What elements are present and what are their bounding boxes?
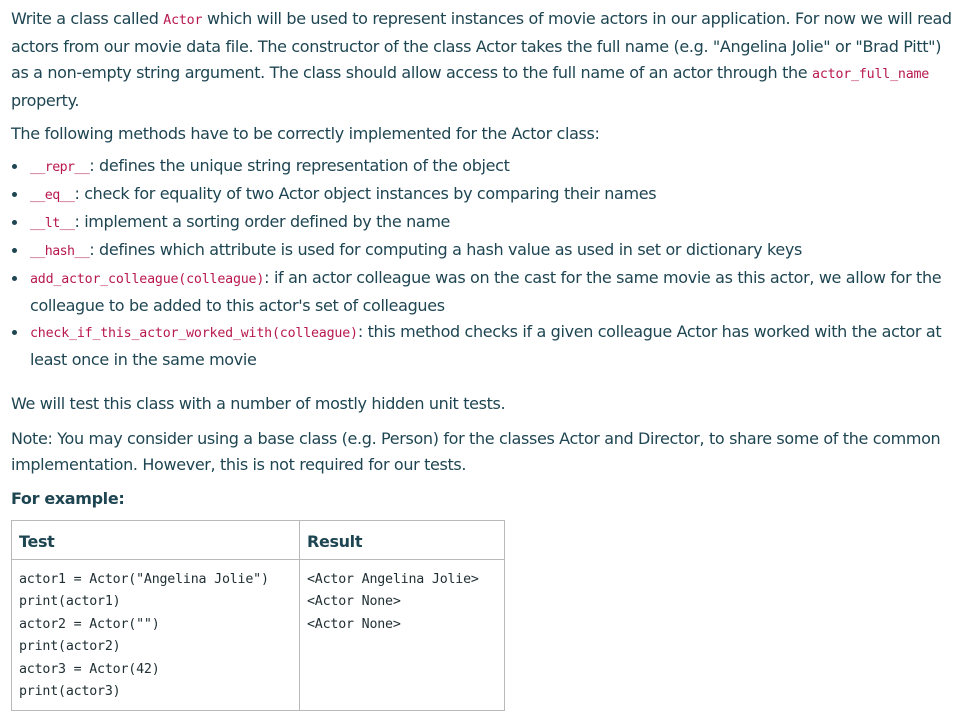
methods-intro: The following methods have to be correctly implemented for the Actor class:: [11, 124, 600, 143]
method-desc: : defines which attribute is used for computing a hash value as used in set or dictionary keys: [89, 240, 802, 259]
header-test: Test: [12, 521, 300, 560]
method-item-check-worked-with: [11, 319, 963, 373]
method-desc: : if an actor colleague was on the cast for the same movie as this actor, we allow for the colleague to be added to this actor's set of colleagues: [30, 268, 942, 315]
methods-list: [11, 153, 963, 373]
method-desc: : implement a sorting order defined by the name: [74, 212, 451, 231]
method-item-lt: [11, 209, 963, 237]
property-name-code: actor_full_name: [812, 67, 930, 82]
method-desc: : check for equality of two Actor object instances by comparing their names: [74, 184, 657, 203]
method-item-eq: [11, 181, 963, 209]
intro-text-2: which will be used to represent instances of movie actors in our application. For now we will read actors from our movie data file. The constructor of the class Actor takes the full name (e.g. "Angelina Jolie" or "Brad Pitt") as a non-empty string argument. The class should allow access to the full name of an actor through the: [11, 9, 952, 82]
intro-paragraph: [11, 6, 963, 114]
test-note: We will test this class with a number of mostly hidden unit tests.: [11, 394, 506, 413]
examples-table: [11, 520, 505, 711]
test-cell: [12, 560, 300, 711]
example-label: For example:: [11, 489, 125, 508]
intro-text-1: Write a class called: [11, 9, 164, 28]
result-output: <Actor Angelina Jolie> <Actor None> <Actor None>: [307, 572, 479, 632]
method-name: __lt__: [30, 216, 75, 231]
class-name-code: Actor: [163, 13, 203, 28]
table-header-row: [12, 521, 505, 560]
method-name: add_actor_colleague(colleague): [30, 272, 265, 287]
result-cell: [300, 560, 505, 711]
method-name: __eq__: [30, 188, 75, 203]
intro-text-3: property.: [11, 91, 80, 110]
method-desc: : this method checks if a given colleague Actor has worked with the actor at least once in the same movie: [30, 322, 942, 369]
table-row: [12, 560, 505, 711]
method-item-hash: [11, 237, 963, 265]
question-content: [11, 6, 963, 711]
method-name: __repr__: [30, 160, 90, 175]
method-name: check_if_this_actor_worked_with(colleague): [30, 326, 358, 341]
method-item-repr: [11, 153, 963, 181]
method-desc: : defines the unique string representation of the object: [89, 156, 510, 175]
test-code: actor1 = Actor("Angelina Jolie") print(actor1) actor2 = Actor("") print(actor2) actor3 = Actor(42) print(actor3): [19, 572, 269, 700]
method-item-add-colleague: [11, 265, 963, 319]
base-class-note: Note: You may consider using a base class (e.g. Person) for the classes Actor and Director, to share some of the common implementation. However, this is not required for our tests.: [11, 429, 941, 474]
method-name: __hash__: [30, 244, 90, 259]
header-result: Result: [300, 521, 505, 560]
